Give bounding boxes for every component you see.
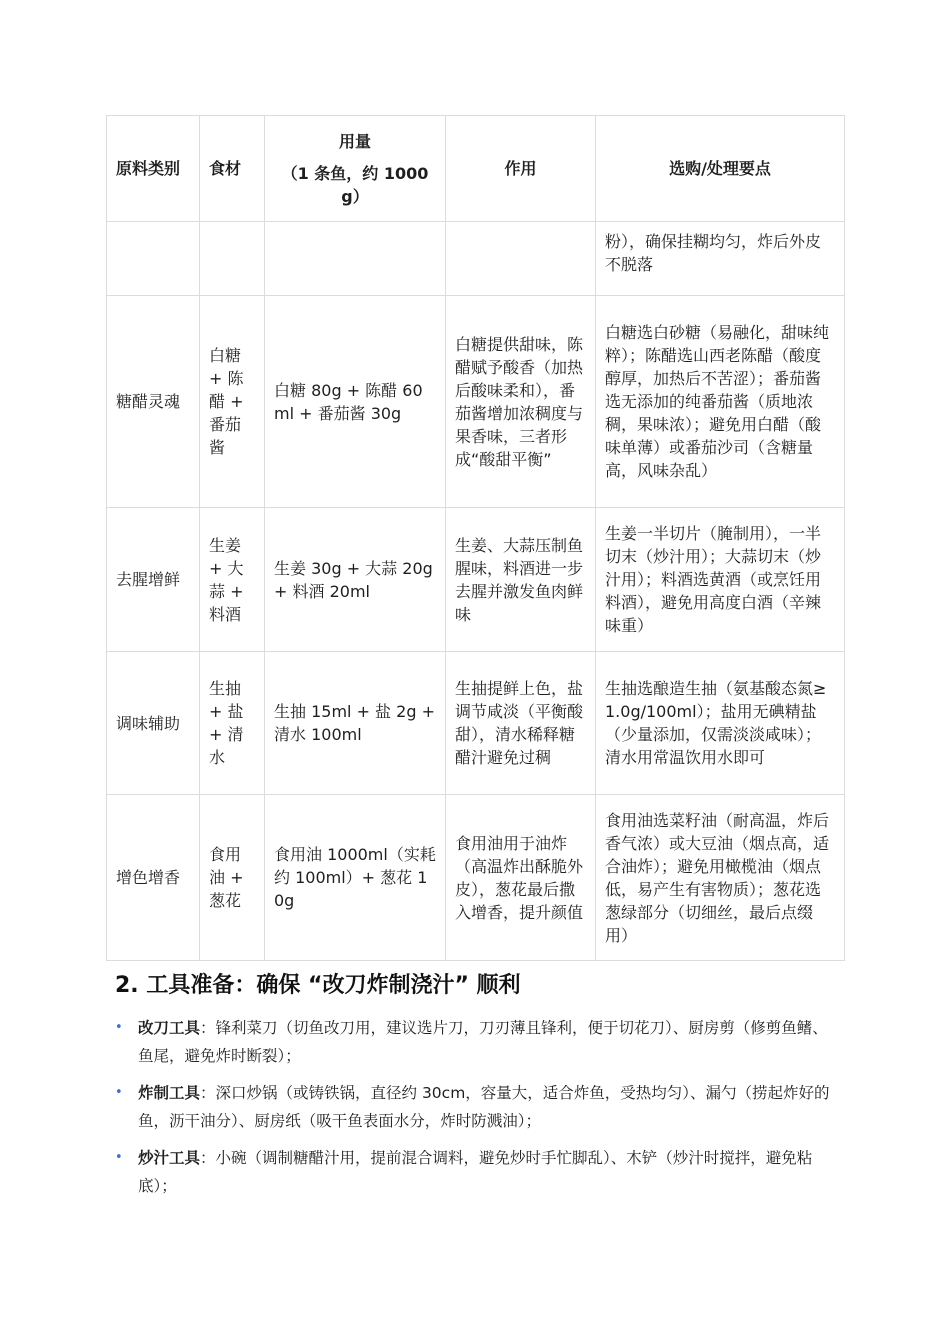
cell-category: 增色增香 <box>107 795 200 961</box>
table-row <box>107 795 845 961</box>
list-item <box>115 1079 830 1135</box>
cell-function: 生抽提鲜上色，盐调节咸淡（平衡酸甜），清水稀释糖醋汁避免过稠 <box>446 652 596 795</box>
table-header-row <box>107 116 845 222</box>
cell-ingredient: 白糖 + 陈醋 + 番茄酱 <box>200 296 265 508</box>
ingredients-table <box>106 115 845 961</box>
cell-category: 去腥增鲜 <box>107 508 200 652</box>
tool-desc: ：小碗（调制糖醋汁用，提前混合调料，避免炒时手忙脚乱）、木铲（炒汁时搅拌，避免粘底）； <box>138 1149 813 1195</box>
tool-desc: ：深口炒锅（或铸铁锅，直径约 30cm，容量大，适合炸鱼，受热均匀）、漏勺（捞起炸好的鱼，沥干油分）、厨房纸（吸干鱼表面水分，炸时防溅油）； <box>138 1084 830 1130</box>
cell-category: 调味辅助 <box>107 652 200 795</box>
cell-empty <box>446 222 596 296</box>
tool-desc: ：锋利菜刀（切鱼改刀用，建议选片刀，刀刃薄且锋利，便于切花刀）、厨房剪（修剪鱼鳍、鱼尾，避免炸时断裂）； <box>138 1019 828 1065</box>
cell-amount: 白糖 80g + 陈醋 60ml + 番茄酱 30g <box>265 296 446 508</box>
cell-function: 生姜、大蒜压制鱼腥味，料酒进一步去腥并激发鱼肉鲜味 <box>446 508 596 652</box>
cell-ingredient: 食用油 + 葱花 <box>200 795 265 961</box>
cell-tips: 食用油选菜籽油（耐高温，炸后香气浓）或大豆油（烟点高，适合油炸）；避免用橄榄油（烟点低，易产生有害物质）；葱花选葱绿部分（切细丝，最后点缀用） <box>596 795 845 961</box>
table-row <box>107 508 845 652</box>
header-category: 原料类别 <box>107 116 200 222</box>
header-amount <box>265 116 446 222</box>
header-amount-line2: （1 条鱼，约 1000g） <box>281 163 429 206</box>
cell-amount: 生姜 30g + 大蒜 20g + 料酒 20ml <box>265 508 446 652</box>
header-function: 作用 <box>446 116 596 222</box>
table-row <box>107 652 845 795</box>
table-row <box>107 296 845 508</box>
table-row-continued <box>107 222 845 296</box>
list-item <box>115 1014 830 1070</box>
cell-ingredient: 生抽 + 盐 + 清水 <box>200 652 265 795</box>
section-title: 2. 工具准备：确保 “改刀炸制浇汁” 顺利 <box>115 973 521 998</box>
list-item <box>115 1144 830 1200</box>
bullet-icon: • <box>115 1020 123 1035</box>
cell-tips-continued: 粉），确保挂糊均匀，炸后外皮不脱落 <box>596 222 845 296</box>
tools-list <box>115 1014 830 1209</box>
cell-ingredient: 生姜 + 大蒜 + 料酒 <box>200 508 265 652</box>
header-tips: 选购/处理要点 <box>596 116 845 222</box>
cell-tips: 生姜一半切片（腌制用），一半切末（炒汁用）；大蒜切末（炒汁用）；料酒选黄酒（或烹饪用料酒），避免用高度白酒（辛辣味重） <box>596 508 845 652</box>
cell-amount: 食用油 1000ml（实耗约 100ml）+ 葱花 10g <box>265 795 446 961</box>
cell-category: 糖醋灵魂 <box>107 296 200 508</box>
cell-amount: 生抽 15ml + 盐 2g + 清水 100ml <box>265 652 446 795</box>
cell-tips: 生抽选酿造生抽（氨基酸态氮≥1.0g/100ml）；盐用无碘精盐（少量添加，仅需淡淡咸味）；清水用常温饮用水即可 <box>596 652 845 795</box>
cell-empty <box>200 222 265 296</box>
tool-name: 改刀工具 <box>138 1019 201 1037</box>
bullet-icon: • <box>115 1085 123 1100</box>
tool-name: 炒汁工具 <box>138 1149 201 1167</box>
cell-empty <box>107 222 200 296</box>
cell-tips: 白糖选白砂糖（易融化，甜味纯粹）；陈醋选山西老陈醋（酸度醇厚，加热后不苦涩）；番茄酱选无添加的纯番茄酱（质地浓稠，果味浓）；避免用白醋（酸味单薄）或番茄沙司（含糖量高，风味杂乱） <box>596 296 845 508</box>
header-amount-line1: 用量 <box>338 131 371 151</box>
header-ingredient: 食材 <box>200 116 265 222</box>
cell-empty <box>265 222 446 296</box>
tool-name: 炸制工具 <box>138 1084 201 1102</box>
cell-function: 白糖提供甜味，陈醋赋予酸香（加热后酸味柔和），番茄酱增加浓稠度与果香味，三者形成“酸甜平衡” <box>446 296 596 508</box>
bullet-icon: • <box>115 1150 123 1165</box>
cell-function: 食用油用于油炸（高温炸出酥脆外皮），葱花最后撒入增香，提升颜值 <box>446 795 596 961</box>
